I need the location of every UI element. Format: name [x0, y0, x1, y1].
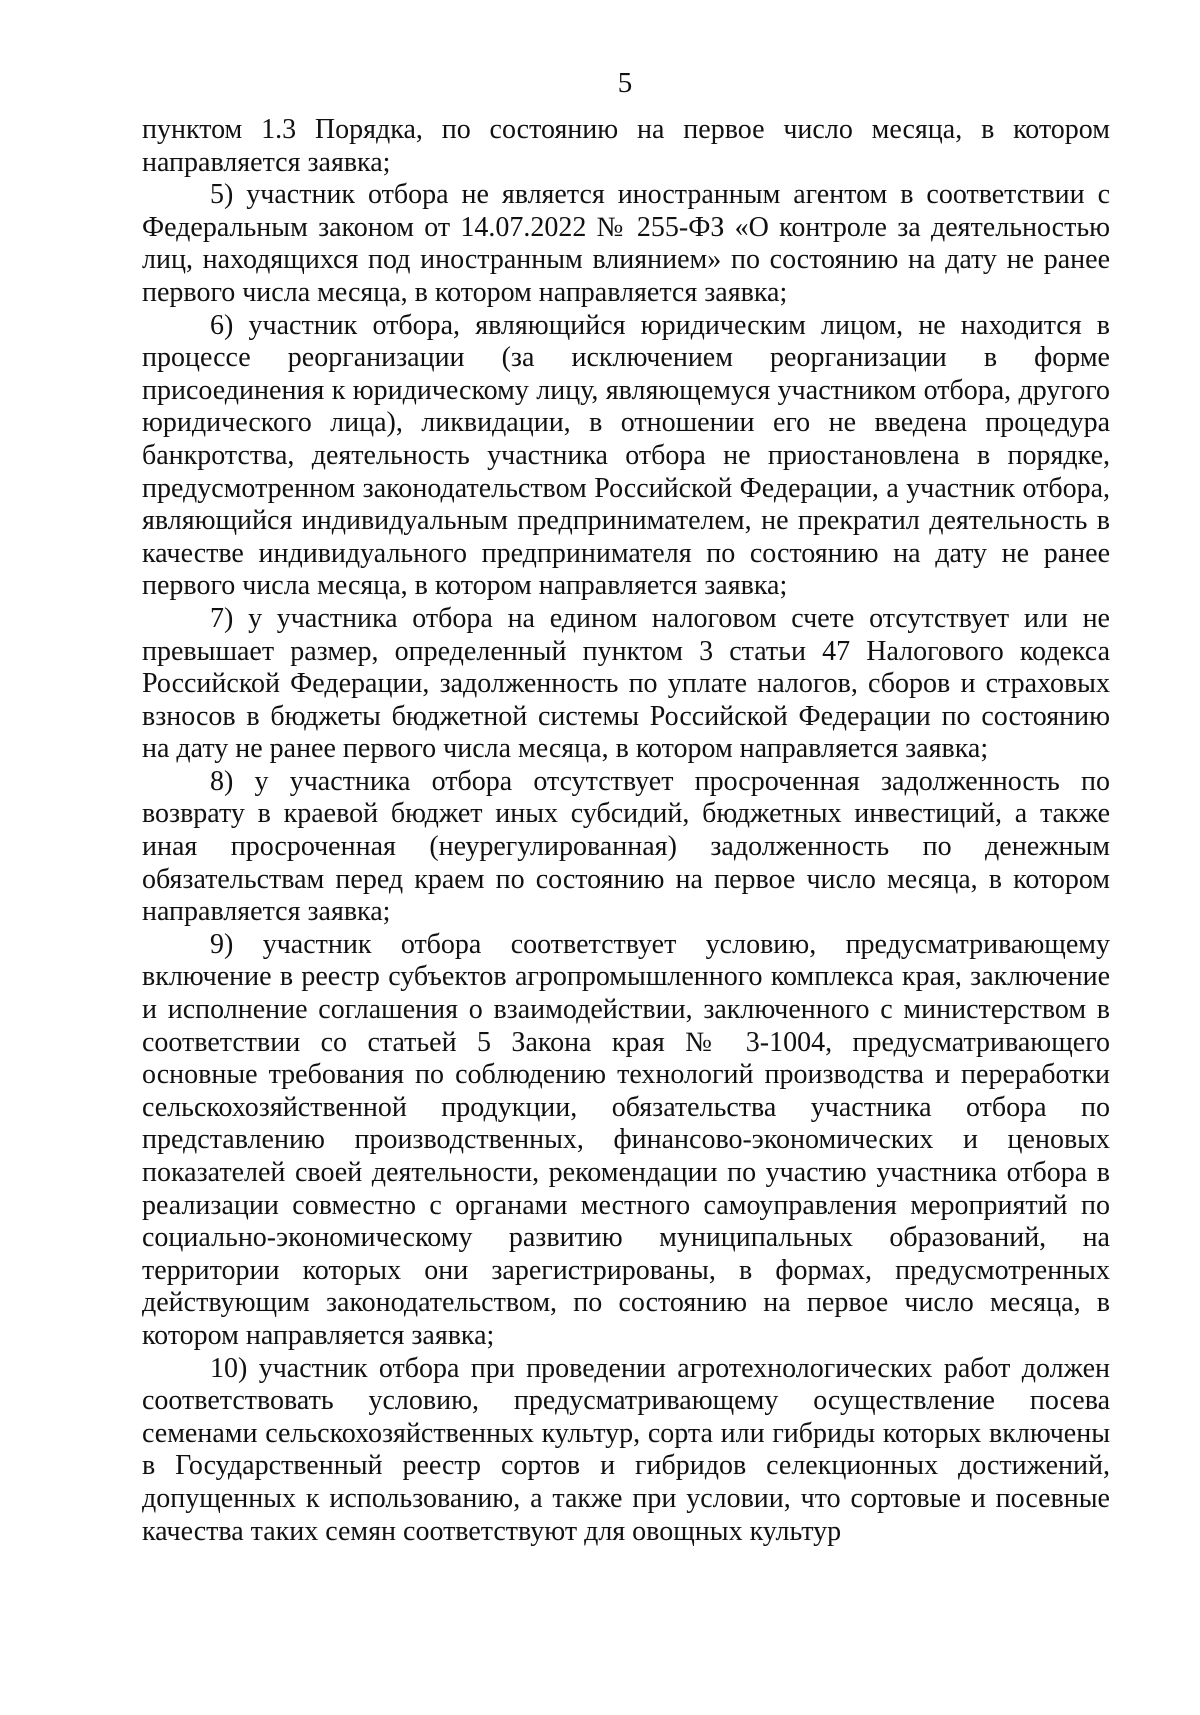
page-number: 5 — [617, 67, 633, 99]
document-body — [142, 114, 1110, 1548]
paragraph-item-8: 8) у участника отбора отсутствует просроченная задолженность по возврату в краевой бюджет иных субсидий, бюджетных инвестиций, а также иная просроченная (неурегулированная) задолженность по денежным обязательствам перед краем по состоянию на первое число месяца, в котором направляется заявка; — [142, 765, 1110, 928]
paragraph-item-6: 6) участник отбора, являющийся юридическим лицом, не находится в процессе реорганизации (за исключением реорганизации в форме присоединения к юридическому лицу, являющемуся участником отбора, другого юридического лица), ликвидации, в отношении его не введена процедура банкротства, деятельность участника отбора не приостановлена в порядке, предусмотренном законодательством Российской Федерации, а участник отбора, являющийся индивидуальным предпринимателем, не прекратил деятельность в качестве индивидуального предпринимателя по состоянию на дату не ранее первого числа месяца, в котором направляется заявка; — [142, 309, 1110, 602]
paragraph-item-7: 7) у участника отбора на едином налоговом счете отсутствует или не превышает размер, определенный пунктом 3 статьи 47 Налогового кодекса Российской Федерации, задолженность по уплате налогов, сборов и страховых взносов в бюджеты бюджетной системы Российской Федерации по состоянию на дату не ранее первого числа месяца, в котором направляется заявка; — [142, 602, 1110, 765]
paragraph-item-5: 5) участник отбора не является иностранным агентом в соответствии с Федеральным законом от 14.07.2022 № 255-ФЗ «О контроле за деятельностью лиц, находящихся под иностранным влиянием» по состоянию на дату не ранее первого числа месяца, в котором направляется заявка; — [142, 179, 1110, 308]
paragraph-item-9: 9) участник отбора соответствует условию, предусматривающему включение в реестр субъектов агропромышленного комплекса края, заключение и исполнение соглашения о взаимодействии, заключенного с министерством в соответствии со статьей 5 Закона края № 3-1004, предусматривающего основные требования по соблюдению технологий производства и переработки сельскохозяйственной продукции, обязательства участника отбора по представлению производственных, финансово-экономических и ценовых показателей своей деятельности, рекомендации по участию участника отбора в реализации совместно с органами местного самоуправления мероприятий по социально-экономическому развитию муниципальных образований, на территории которых они зарегистрированы, в формах, предусмотренных действующим законодательством, по состоянию на первое число месяца, в котором направляется заявка; — [142, 928, 1110, 1351]
paragraph-item-10: 10) участник отбора при проведении агротехнологических работ должен соответствовать условию, предусматривающему осуществление посева семенами сельскохозяйственных культур, сорта или гибриды которых включены в Государственный реестр сортов и гибридов селекционных достижений, допущенных к использованию, а также при условии, что сортовые и посевные качества таких семян соответствуют для овощных культур — [142, 1352, 1110, 1547]
paragraph-continuation: пунктом 1.3 Порядка, по состоянию на первое число месяца, в котором направляется заявка; — [142, 114, 1110, 178]
